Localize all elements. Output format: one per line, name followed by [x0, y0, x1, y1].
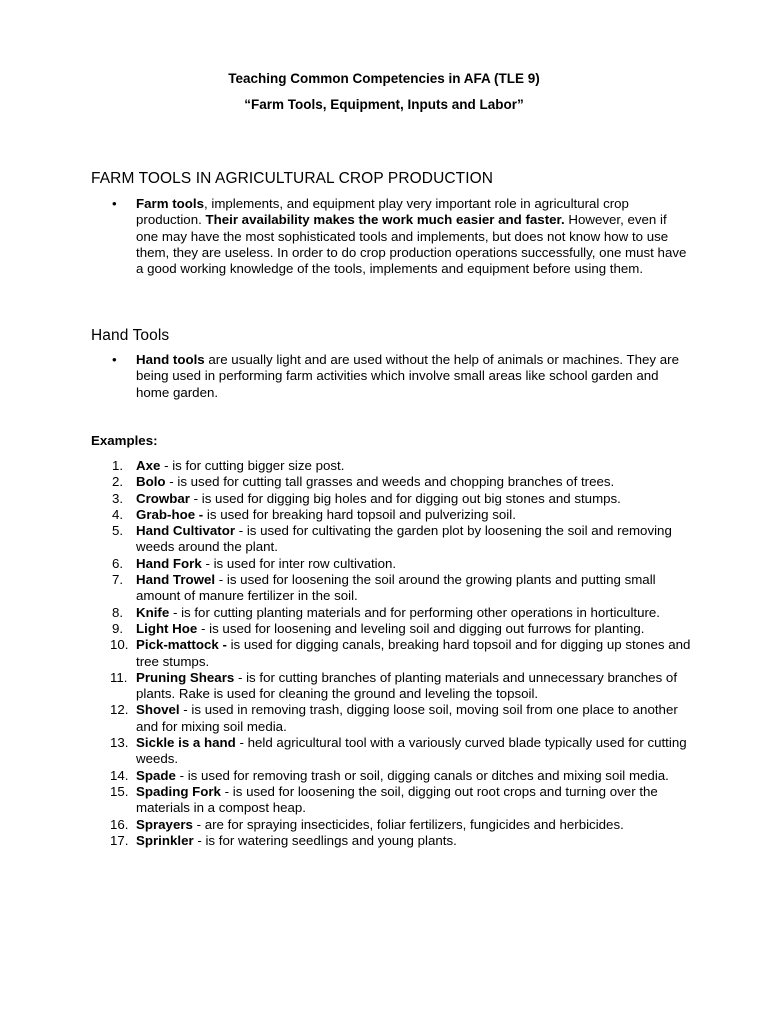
tool-name: Shovel	[136, 702, 180, 718]
tool-description: - is used in removing trash, digging loose soil, moving soil from one place to another and for mixing soil media.	[136, 702, 678, 734]
tool-description: - is for cutting planting materials and for performing other operations in horticulture.	[169, 604, 661, 620]
list-number: 4.	[112, 506, 124, 522]
tool-description: is used for digging canals, breaking hard topsoil and for digging up stones and tree stumps.	[136, 637, 691, 669]
document-title: Teaching Common Competencies in AFA (TLE 9)	[228, 71, 540, 86]
list-item	[0, 768, 696, 784]
tool-description: - is used for loosening and leveling soil and digging out furrows for planting.	[197, 620, 645, 636]
tool-description: - is for cutting bigger size post.	[160, 458, 345, 473]
tool-name: Light Hoe	[136, 620, 198, 636]
list-number: 5.	[112, 523, 124, 539]
tool-name: Axe	[136, 458, 161, 473]
list-item	[0, 833, 696, 849]
list-item	[0, 637, 696, 670]
section-heading-farm-tools: FARM TOOLS IN AGRICULTURAL CROP PRODUCTION	[91, 170, 494, 187]
tool-name: Pick-mattock -	[136, 637, 227, 653]
list-number: 9.	[112, 620, 124, 636]
list-number: 11.	[110, 669, 128, 685]
list-number: 12.	[110, 702, 129, 718]
tool-name: Spade	[136, 767, 176, 783]
tool-name: Hand Cultivator	[136, 523, 235, 539]
list-item	[0, 507, 696, 523]
document-subtitle: “Farm Tools, Equipment, Inputs and Labor”	[244, 97, 524, 112]
bullet-text	[136, 196, 692, 277]
list-item	[0, 458, 696, 474]
list-number: 16.	[110, 816, 129, 832]
tool-name: Crowbar	[136, 490, 190, 506]
tool-description: - are for spraying insecticides, foliar fertilizers, fungicides and herbicides.	[192, 816, 624, 832]
list-number: 1.	[112, 458, 124, 473]
tool-name: Sprayers	[136, 816, 193, 832]
tool-name: Hand Trowel	[136, 572, 216, 588]
tool-description: - is used for removing trash or soil, digging canals or ditches and mixing soil media.	[175, 767, 669, 783]
list-item	[0, 491, 696, 507]
examples-list	[0, 458, 768, 849]
list-item	[0, 605, 696, 621]
tool-description: - is for watering seedlings and young plants.	[193, 832, 457, 848]
section-heading-hand-tools: Hand Tools	[91, 327, 170, 344]
tool-name: Hand Fork	[136, 555, 202, 571]
list-number: 6.	[112, 555, 124, 571]
list-item	[0, 523, 696, 556]
list-item	[0, 784, 696, 817]
tool-description: - is used for cultivating the garden plot by loosening the soil and removing weeds around the plant.	[136, 523, 672, 555]
tool-description: - is used for loosening the soil around the growing plants and putting small amount of manure fertilizer in the soil.	[136, 572, 656, 604]
list-item	[0, 817, 696, 833]
list-item	[0, 572, 696, 605]
bullet-text-b: However, even if one may have the most sophisticated tools and implements, but does not know how to use them, they are useless. In order to do crop production operations successfully, one must have a good working knowledge of the tools, implements and equipment before using them.	[136, 212, 687, 277]
tool-description: is used for breaking hard topsoil and pulverizing soil.	[203, 506, 516, 522]
bullet-text	[136, 352, 692, 401]
list-number: 14.	[110, 767, 129, 783]
list-number: 8.	[112, 604, 124, 620]
bullet-icon: •	[112, 196, 117, 211]
list-number: 2.	[112, 474, 124, 490]
list-item	[0, 735, 696, 768]
list-number: 7.	[112, 572, 124, 588]
tool-description: - is used for loosening the soil, digging out root crops and turning over the materials in a compost heap.	[136, 783, 658, 816]
list-item	[0, 621, 696, 637]
tool-name: Pruning Shears	[136, 669, 235, 685]
list-item	[0, 702, 696, 735]
tool-name: Sprinkler	[136, 832, 194, 848]
tool-name: Knife	[136, 604, 170, 620]
tool-description: - is used for digging big holes and for digging out big stones and stumps.	[189, 490, 621, 506]
list-item	[0, 556, 696, 572]
tool-name: Grab-hoe -	[136, 506, 204, 522]
bold-lead: Hand tools	[136, 352, 205, 367]
tool-description: - is used for cutting tall grasses and weeds and chopping branches of trees.	[165, 474, 615, 490]
tool-description: - is for cutting branches of planting materials and unnecessary branches of plants. Rake is used for cleaning the ground and leveling the topsoil.	[136, 669, 678, 702]
tool-name: Sickle is a hand	[136, 735, 236, 751]
bullet-icon: •	[112, 352, 117, 367]
tool-description: - is used for inter row cultivation.	[201, 555, 397, 571]
list-number: 10.	[110, 637, 129, 653]
bullet-text-a: , implements, and equipment play very important role in agricultural crop production.	[136, 196, 629, 228]
list-number: 13.	[110, 735, 129, 751]
tool-name: Spading Fork	[136, 783, 221, 799]
list-item	[0, 474, 696, 490]
list-number: 3.	[112, 490, 124, 506]
bold-emphasis: Their availability makes the work much easier and faster.	[205, 212, 565, 228]
bold-lead: Farm tools	[136, 196, 204, 211]
hand-tools-bullet	[112, 352, 692, 401]
bullet-text-a: are usually light and are used without the help of animals or machines. They are being used in performing farm activities which involve small areas like school garden and home garden.	[136, 352, 679, 400]
list-number: 15.	[110, 783, 129, 799]
list-number: 17.	[110, 832, 129, 848]
tool-description: - held agricultural tool with a variously curved blade typically used for cutting weeds.	[136, 735, 687, 767]
examples-label: Examples:	[91, 433, 158, 448]
list-item	[0, 670, 696, 703]
tool-name: Bolo	[136, 474, 166, 490]
farm-tools-bullet	[112, 196, 692, 277]
